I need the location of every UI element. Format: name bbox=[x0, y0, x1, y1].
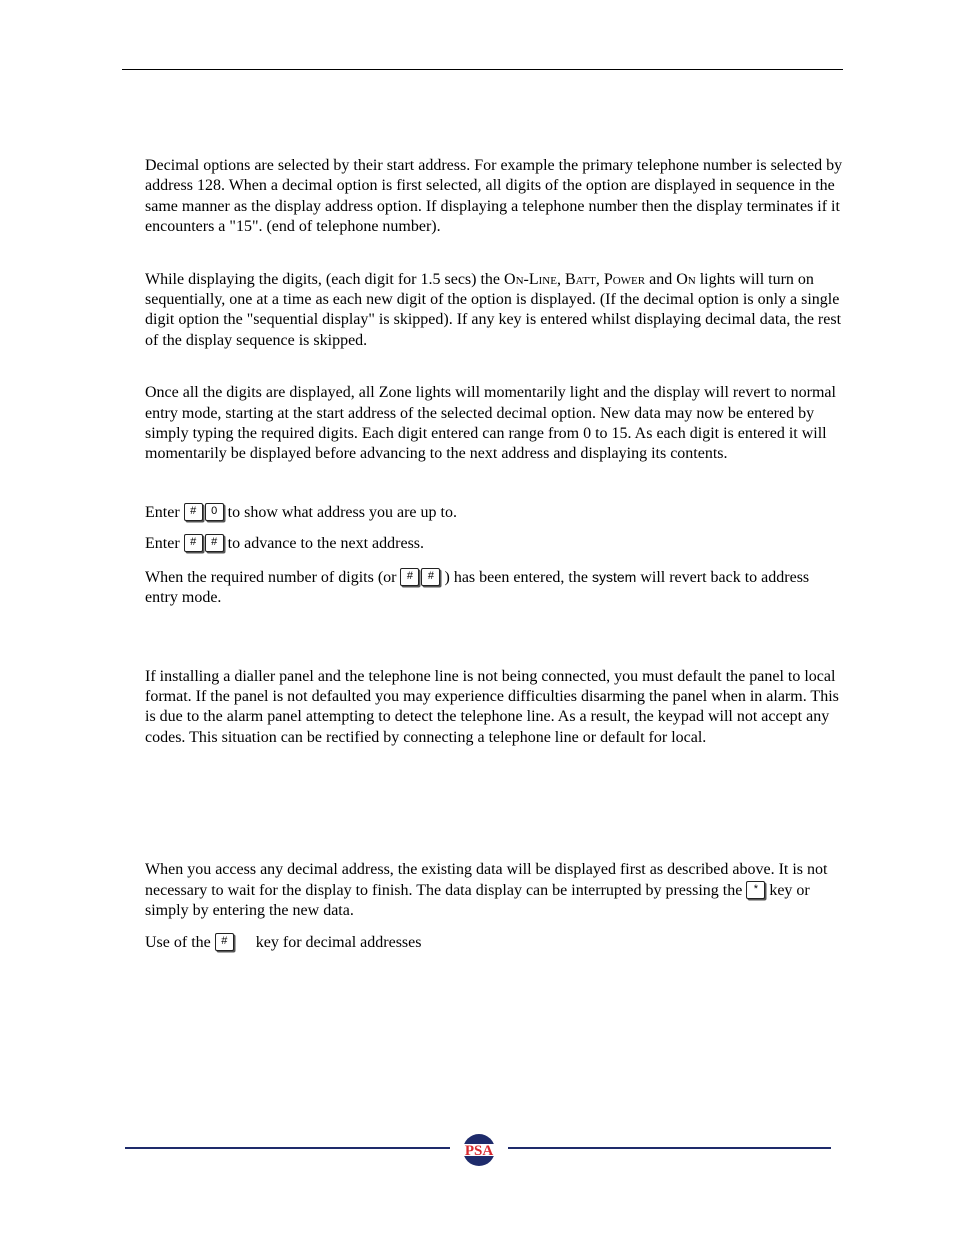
decimal-options-paragraph: Decimal options are selected by their start address. For example the primary telephone number is selected by address 128. When a decimal option is first selected, all digits of the option are displayed in sequence in the same manner as the display address option. If displaying a telephone number then the display terminates if it encounters a "15". (end of telephone number). bbox=[145, 157, 843, 236]
text: key or simply by entering the new data. bbox=[145, 881, 810, 919]
hash-key-icon: # bbox=[205, 534, 224, 552]
text: and bbox=[645, 270, 677, 288]
text: lights will turn on sequentially, one at a time as each new digit of the option is displayed. (If the decimal option is only a single digit option the "sequential display" is skipped). If any key is entered whilst displaying decimal data, the rest of the display sequence is skipped. bbox=[145, 270, 842, 349]
on-light-label: On bbox=[676, 270, 696, 288]
header-rule bbox=[122, 69, 843, 70]
zero-key-icon: 0 bbox=[205, 503, 224, 521]
text: to advance to the next address. bbox=[223, 535, 425, 553]
interrupt-display-paragraph bbox=[145, 860, 845, 921]
footer-rule-left bbox=[125, 1147, 450, 1149]
entry-mode-paragraph: Once all the digits are displayed, all Zone lights will momentarily light and the display will revert to normal entry mode, starting at the start address of the selected decimal option. New data may now be entered by simply typing the required digits. Each digit entered can range from 0 to 15. As each digit is entered it will momentarily be displayed before advancing to the next address and displaying its contents. bbox=[145, 384, 836, 463]
text: Enter bbox=[145, 503, 184, 521]
hash-key-icon: # bbox=[400, 568, 419, 586]
enter-advance-line bbox=[145, 534, 845, 554]
text: When you access any decimal address, the existing data will be displayed first as described above. It is not necessary to wait for the display to finish. The data display can be interrupted by pressing the bbox=[145, 861, 828, 899]
text: to show what address you are up to. bbox=[223, 503, 457, 521]
power-light-label: Power bbox=[603, 270, 646, 288]
system-word: system bbox=[591, 568, 637, 585]
text: key for decimal addresses bbox=[255, 934, 422, 952]
page-body bbox=[145, 156, 845, 954]
revert-paragraph bbox=[145, 567, 845, 609]
text: , bbox=[595, 270, 604, 288]
text: When the required number of digits (or bbox=[145, 568, 401, 586]
batt-light-label: Batt bbox=[564, 270, 596, 288]
hash-key-icon: # bbox=[184, 503, 203, 521]
online-light-label: On-Line bbox=[504, 270, 557, 288]
footer-rule-right bbox=[508, 1147, 831, 1149]
hash-key-heading bbox=[145, 933, 845, 953]
text: will revert back to address entry mode. bbox=[145, 568, 810, 607]
text: While displaying the digits, (each digit for 1.5 secs) the bbox=[145, 270, 505, 288]
star-key-icon: * bbox=[746, 881, 765, 899]
logo-text: PSA bbox=[464, 1143, 494, 1159]
hash-key-icon: # bbox=[184, 534, 203, 552]
display-lights-paragraph bbox=[145, 270, 845, 352]
text: Use of the bbox=[145, 934, 215, 952]
text: , bbox=[556, 270, 565, 288]
text: Enter bbox=[145, 535, 184, 553]
text: ) has been entered, the bbox=[440, 568, 592, 586]
hash-key-icon: # bbox=[215, 933, 234, 951]
psa-logo-icon bbox=[459, 1133, 499, 1167]
dialler-default-paragraph: If installing a dialler panel and the telephone line is not being connected, you must default the panel to local format. If the panel is not defaulted you may experience difficulties disarming the panel when in alarm. This is due to the alarm panel attempting to detect the telephone line. As a result, the keypad will not accept any codes. This situation can be rectified by connecting a telephone line or default for local. bbox=[145, 667, 839, 746]
enter-address-line bbox=[145, 503, 845, 523]
hash-key-icon: # bbox=[421, 568, 440, 586]
